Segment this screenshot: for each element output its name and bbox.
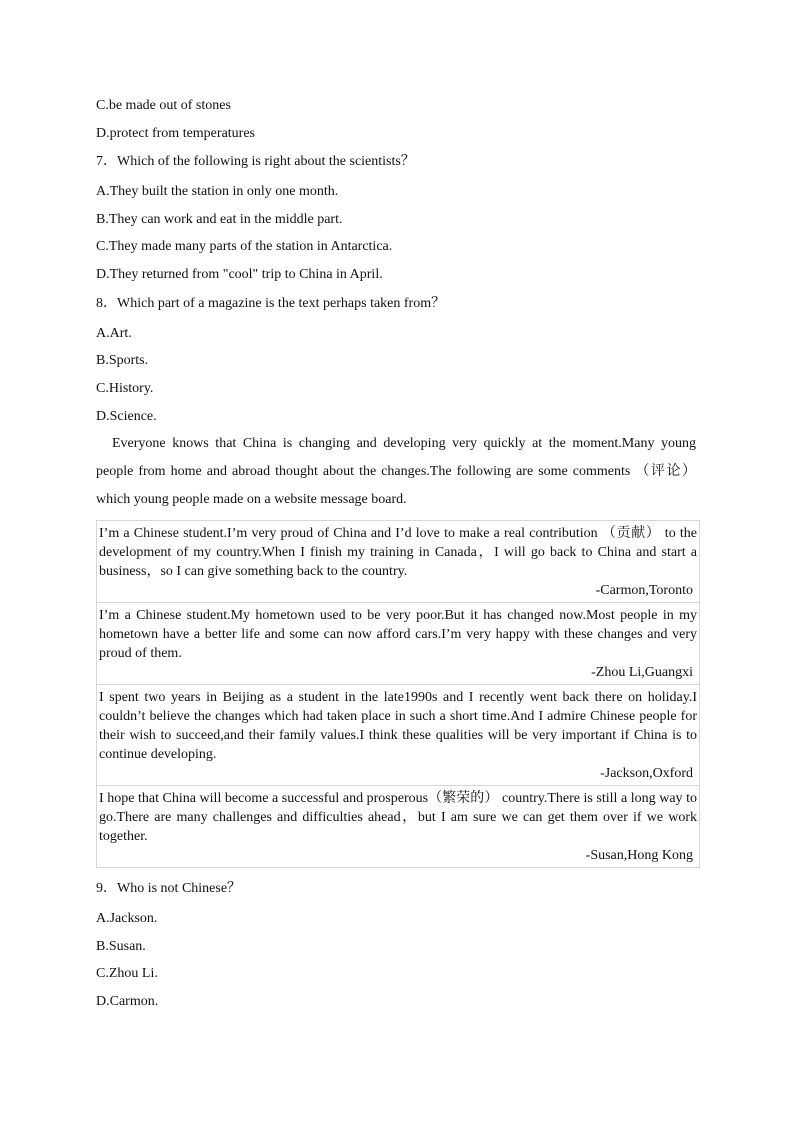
option-b-q8: B.Sports.	[96, 353, 149, 368]
comment-zhou-li	[97, 603, 699, 685]
question-7: 7．Which of the following is right about the scientists？	[96, 154, 415, 169]
question-8: 8．Which part of a magazine is the text perhaps taken from？	[96, 296, 446, 311]
option-a-q7: A.They built the station in only one month.	[96, 184, 339, 199]
comment-jackson	[97, 685, 699, 786]
comment-signature: -Carmon,Toronto	[595, 583, 693, 598]
comment-susan	[97, 786, 699, 867]
comment-text: I’m a Chinese student.I’m very proud of China and I’d love to make a real contribution （贡献） to the development of my country.When I finish my training in Canada，I will go back to China and start a business，so I can give something back to the country.	[99, 526, 697, 579]
option-d-q8: D.Science.	[96, 409, 157, 424]
option-d-q7: D.They returned from "cool" trip to China in April.	[96, 267, 383, 282]
option-b-q9: B.Susan.	[96, 939, 146, 954]
option-c-q7: C.They made many parts of the station in Antarctica.	[96, 239, 393, 254]
comment-signature: -Jackson,Oxford	[600, 766, 693, 781]
option-a-q8: A.Art.	[96, 326, 132, 341]
comment-text: I’m a Chinese student.My hometown used to be very poor.But it has changed now.Most people in my hometown have a better life and some can now afford cars.I’m very happy with these changes and very proud of them.	[99, 608, 697, 661]
comment-signature: -Susan,Hong Kong	[585, 848, 693, 863]
comment-carmon	[97, 521, 699, 603]
option-c-q8: C.History.	[96, 381, 154, 396]
option-d-q9: D.Carmon.	[96, 994, 159, 1009]
option-c-q9: C.Zhou Li.	[96, 966, 158, 981]
option-c-q6: C.be made out of stones	[96, 98, 231, 113]
reading-passage: Everyone knows that China is changing and developing very quickly at the moment.Many young people from home and abroad thought about the changes.The following are some comments （评论） which young people made on a website message board.	[96, 436, 696, 507]
question-9: 9．Who is not Chinese？	[96, 881, 242, 896]
comment-signature: -Zhou Li,Guangxi	[591, 665, 693, 680]
comment-text: I spent two years in Beijing as a student in the late1990s and I recently went back there on holiday.I couldn’t believe the changes which had taken place in such a short time.And I admire Chinese people for their wish to succeed,and their family values.I think these qualities will be very important if China is to continue developing.	[99, 690, 697, 762]
comments-table	[96, 520, 700, 868]
option-b-q7: B.They can work and eat in the middle part.	[96, 212, 343, 227]
option-d-q6: D.protect from temperatures	[96, 126, 255, 141]
comment-text: I hope that China will become a successful and prosperous（繁荣的） country.There is still a long way to go.There are many challenges and difficulties ahead，but I am sure we can get them over if we work together.	[99, 791, 697, 844]
option-a-q9: A.Jackson.	[96, 911, 158, 926]
